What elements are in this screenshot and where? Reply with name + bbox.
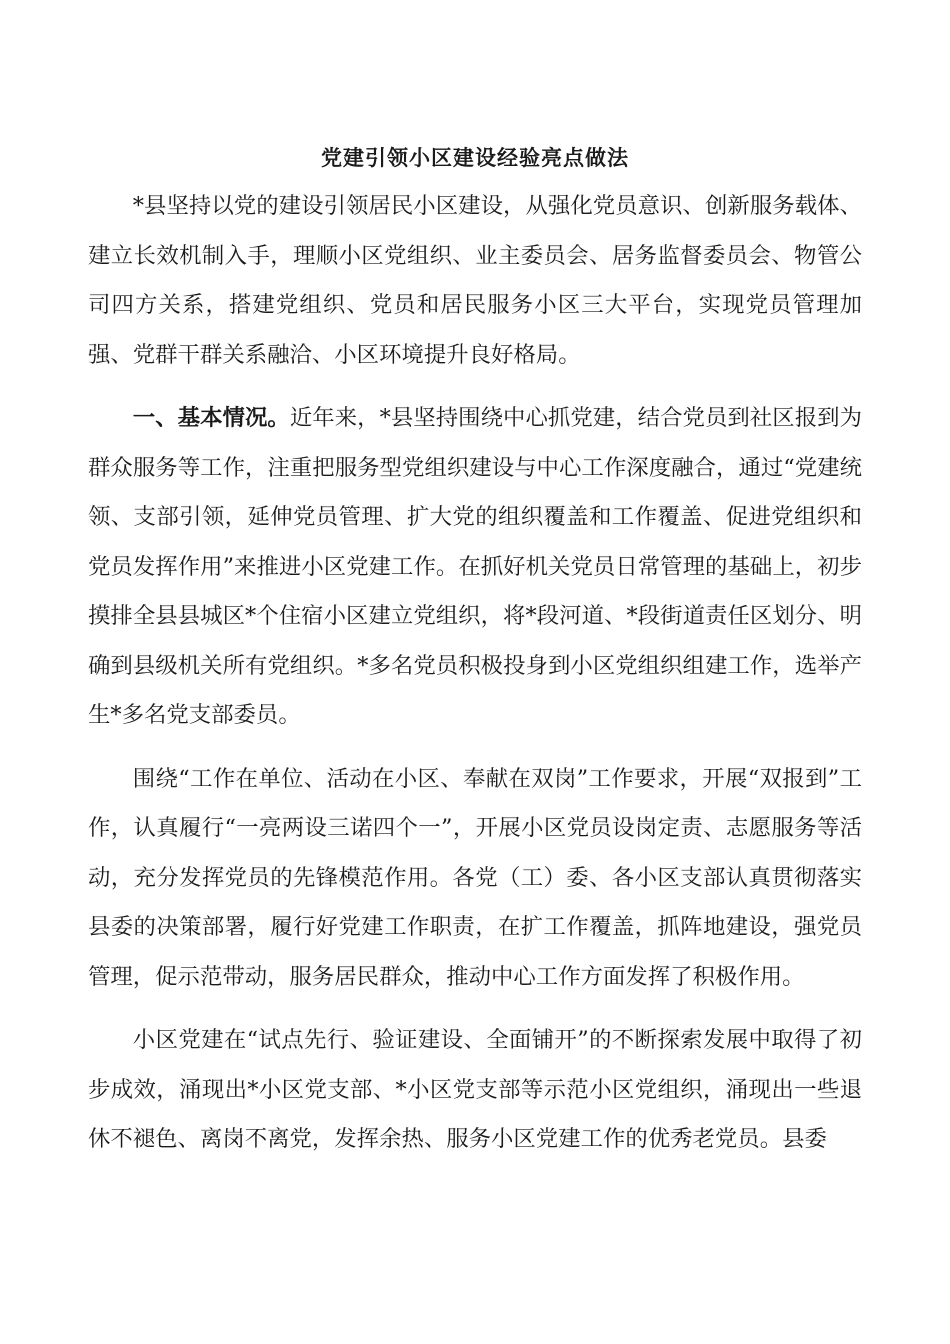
paragraph-text: 小区党建在“试点先行、验证建设、全面铺开”的不断探索发展中取得了初步成效，涌现出*小区党支部、*小区党支部等示范小区党组织，涌现出一些退休不褪色、离岗不离党，发挥余热、服务小区党建工作的优秀老党员。县委 (88, 1027, 862, 1152)
paragraph-text: 近年来，*县坚持围绕中心抓党建，结合党员到社区报到为群众服务等工作，注重把服务型党组织建设与中心工作深度融合，通过“党建统领、支部引领，延伸党员管理、扩大党的组织覆盖和工作覆盖、促进党组织和党员发挥作用”来推进小区党建工作。在抓好机关党员日常管理的基础上，初步摸排全县县城区*个住宿小区建立党组织，将*段河道、*段街道责任区划分、明确到县级机关所有党组织。*多名党员积极投身到小区党组织组建工作，选举产生*多名党支部委员。 (88, 405, 862, 728)
paragraph-achievements (88, 1016, 862, 1165)
paragraph-intro (88, 182, 862, 380)
document-title: 党建引领小区建设经验亮点做法 (321, 145, 629, 170)
document-body (88, 182, 862, 1165)
section-heading: 一、基本情况。 (132, 405, 290, 431)
paragraph-basic-situation (88, 394, 862, 741)
paragraph-double-report (88, 755, 862, 1003)
paragraph-text: 围绕“工作在单位、活动在小区、奉献在双岗”工作要求，开展“双报到”工作，认真履行“一亮两设三诺四个一”，开展小区党员设岗定责、志愿服务等活动，充分发挥党员的先锋模范作用。各党（工）委、各小区支部认真贯彻落实县委的决策部署，履行好党建工作职责，在扩工作覆盖，抓阵地建设，强党员管理，促示范带动，服务居民群众，推动中心工作方面发挥了积极作用。 (88, 765, 862, 990)
paragraph-text: *县坚持以党的建设引领居民小区建设，从强化党员意识、创新服务载体、建立长效机制入手，理顺小区党组织、业主委员会、居务监督委员会、物管公司四方关系，搭建党组织、党员和居民服务小区三大平台，实现党员管理加强、党群干群关系融洽、小区环境提升良好格局。 (88, 193, 862, 368)
